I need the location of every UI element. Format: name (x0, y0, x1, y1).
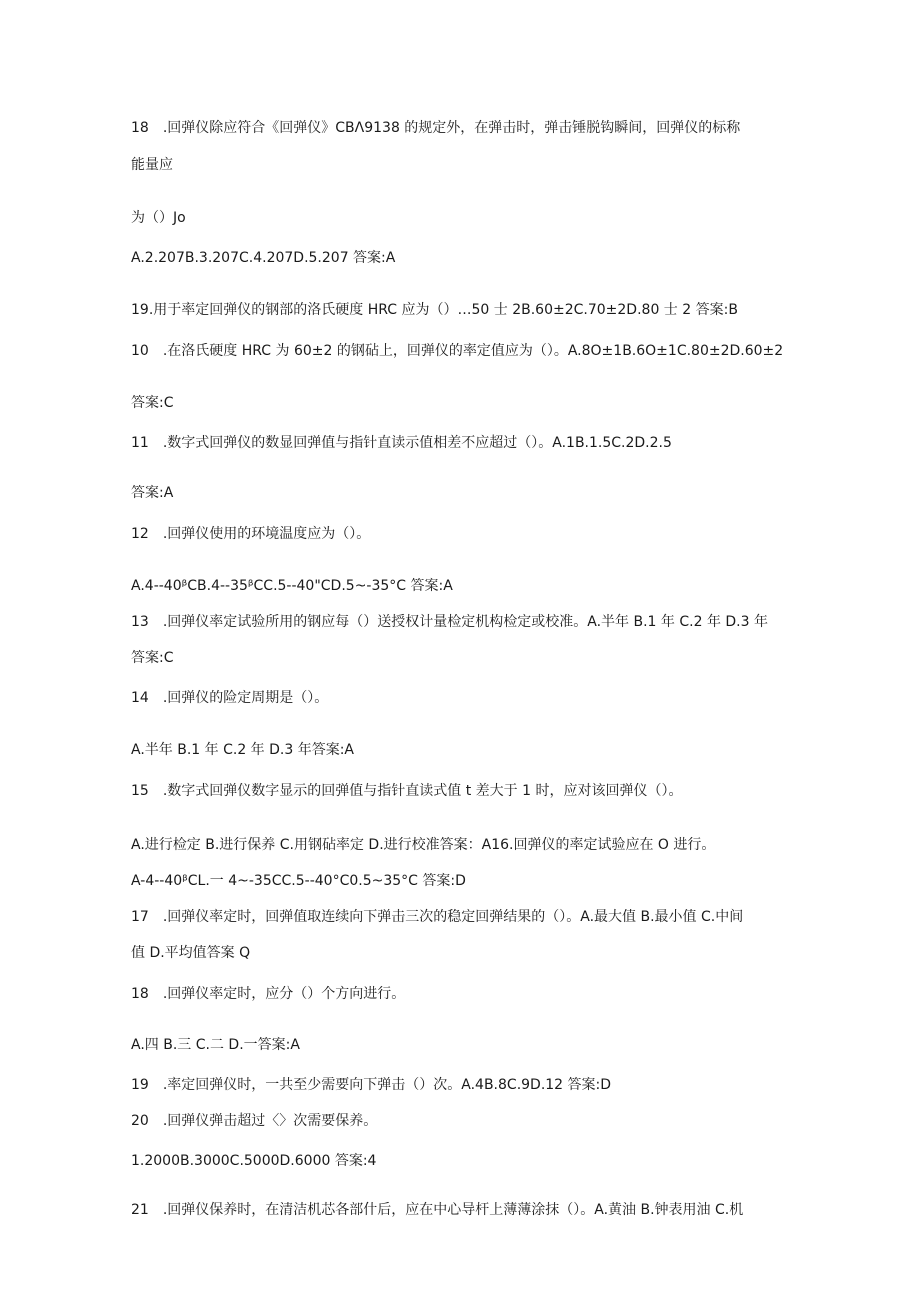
text-line: 19.用于率定回弹仪的钢部的洛氏硬度 HRC 应为（）…50 士 2B.60±2C.70±2D.80 士 2 答案:B (131, 302, 738, 318)
text-line: 21 .回弹仪保养时，在清洁机芯各部什后，应在中心导杆上薄薄涂抹（）。A.黄油 B.钟表用油 C.机 (131, 1202, 744, 1218)
text-line: A-4--40ᵝCL.一 4~-35CC.5--40°C0.5~35°C 答案:D (131, 873, 466, 889)
text-line: 能量应 (131, 157, 173, 173)
text-line: 10 .在洛氏硬度 HRC 为 60±2 的钢砧上，回弹仪的率定值应为（）。A.8O±1B.6O±1C.80±2D.60±2 (131, 343, 784, 359)
text-line: 11 .数字式回弹仪的数显回弹值与指针直读示值相差不应超过（）。A.1B.1.5C.2D.2.5 (131, 435, 672, 451)
text-line: 20 .回弹仪弹击超过〈〉次需要保养。 (131, 1113, 378, 1129)
text-line: 19 .率定回弹仪时，一共至少需要向下弹击（）次。A.4B.8C.9D.12 答案:D (131, 1077, 612, 1093)
text-line: A.半年 B.1 年 C.2 年 D.3 年答案:A (131, 742, 355, 758)
text-line: 13 .回弹仪率定试验所用的钢应每（）送授权计量检定机构检定或校准。A.半年 B.1 年 C.2 年 D.3 年 (131, 614, 768, 630)
text-line: A.四 B.三 C.二 D.一答案:A (131, 1037, 300, 1053)
text-line: 17 .回弹仪率定时，回弹值取连续向下弹击三次的稳定回弹结果的（）。A.最大值 B.最小值 C.中间 (131, 909, 744, 925)
text-line: 答案:C (131, 395, 174, 411)
text-line: 18 .回弹仪率定时，应分（）个方向进行。 (131, 986, 406, 1002)
text-line: 15 .数字式回弹仪数字显示的回弹值与指针直读式值 t 差大于 1 时，应对该回弹仪（）。 (131, 783, 683, 799)
text-line: 14 .回弹仪的险定周期是（）。 (131, 690, 329, 706)
text-line: 1.2000B.3000C.5000D.6000 答案:4 (131, 1153, 377, 1169)
text-line: 值 D.平均值答案 Q (131, 945, 251, 961)
text-line: 18 .回弹仪除应符合《回弹仪》CBΛ9138 的规定外，在弹击时，弹击锤脱钩瞬间，回弹仪的标称 (131, 120, 741, 136)
text-line: A.4--40ᵝCB.4--35ᵝCC.5--40"CD.5~-35°C 答案:A (131, 578, 453, 594)
text-line: 答案:A (131, 485, 174, 501)
text-line: A.进行检定 B.进行保养 C.用钢砧率定 D.进行校准答案：A16.回弹仪的率定试验应在 O 进行。 (131, 837, 716, 853)
text-line: 答案:C (131, 650, 174, 666)
text-line: 12 .回弹仪使用的环境温度应为（）。 (131, 526, 371, 542)
text-line: 为（）Jo (131, 210, 186, 226)
text-line: A.2.207B.3.207C.4.207D.5.207 答案:A (131, 250, 396, 266)
